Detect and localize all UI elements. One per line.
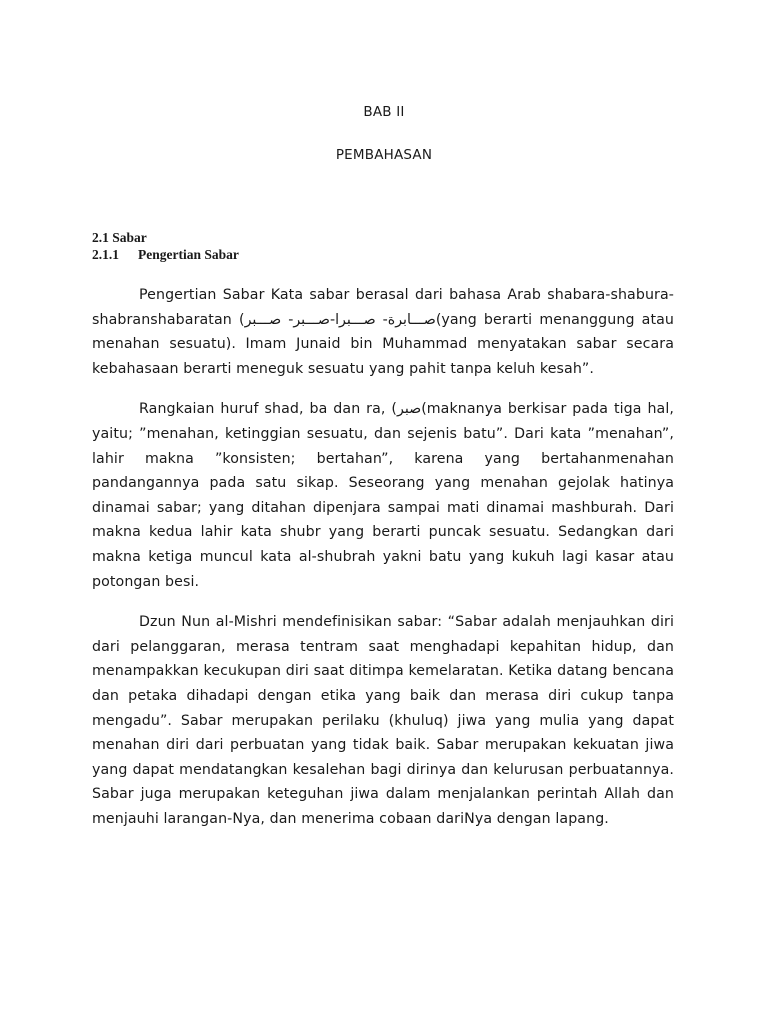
body-text xyxy=(92,283,674,847)
chapter-number: BAB II xyxy=(363,104,405,120)
paragraph-1 xyxy=(92,283,674,381)
paragraph-2-text-start: Rangkaian huruf shad, ba dan ra, ( xyxy=(139,401,398,418)
section-heading: 2.1 Sabar xyxy=(92,230,147,245)
paragraph-2-text-end: (maknanya berkisar pada tiga hal, yaitu; ”menahan, ketinggian sesuatu, dan sejenis batu”. Dari kata ”menahan”, lahir makna ”konsisten; bertahan”, karena yang bertahanmenahan pandangannya pada satu sikap. Seseorang yang menahan gejolak hatinya dinamai sabar; yang ditahan dipenjara sampai mati dinamai mashburah. Dari makna kedua lahir kata shubr yang berarti puncak sesuatu. Sedangkan dari makna ketiga muncul kata al-shubrah yakni batu yang kukuh lagi kasar atau potongan besi. xyxy=(92,401,674,590)
paragraph-3: Dzun Nun al-Mishri mendefinisikan sabar: “Sabar adalah menjauhkan diri dari pelanggaran, merasa tentram saat menghadapi kepahitan hidup, dan menampakkan kecukupan diri saat ditimpa kemelaratan. Ketika datang bencana dan petaka dihadapi dengan etika yang baik dan merasa diri cukup tanpa mengadu”. Sabar merupakan perilaku (khuluq) jiwa yang mulia yang dapat menahan diri dari perbuatan yang tidak baik. Sabar merupakan kekuatan jiwa yang dapat mendatangkan kesalehan bagi dirinya dan kelurusan perbuatannya. Sabar juga merupakan keteguhan jiwa dalam menjalankan perintah Allah dan menjauhi larangan-Nya, dan menerima cobaan dariNya dengan lapang. xyxy=(92,614,674,827)
subsection-title: Pengertian Sabar xyxy=(138,247,239,262)
paragraph-1-arabic-term: صـــابرة- صـــبرا-صـــبر- صـــبر xyxy=(244,311,436,328)
chapter-title: PEMBAHASAN xyxy=(335,147,433,163)
paragraph-1-text-end: (yang berarti menanggung atau menahan sesuatu). Imam Junaid bin Muhammad menyatakan sabar secara kebahasaan berarti meneguk sesuatu yang pahit tanpa keluh kesah”. xyxy=(92,311,674,377)
paragraph-2 xyxy=(92,397,674,594)
paragraph-1-text-start: Pengertian Sabar Kata sabar berasal dari bahasa Arab shabara-shabura-shabranshabaratan ( xyxy=(92,287,674,328)
subsection-number: 2.1.1 xyxy=(92,247,119,262)
subsection-heading xyxy=(92,247,239,263)
paragraph-2-arabic-term: صبر xyxy=(397,401,422,418)
